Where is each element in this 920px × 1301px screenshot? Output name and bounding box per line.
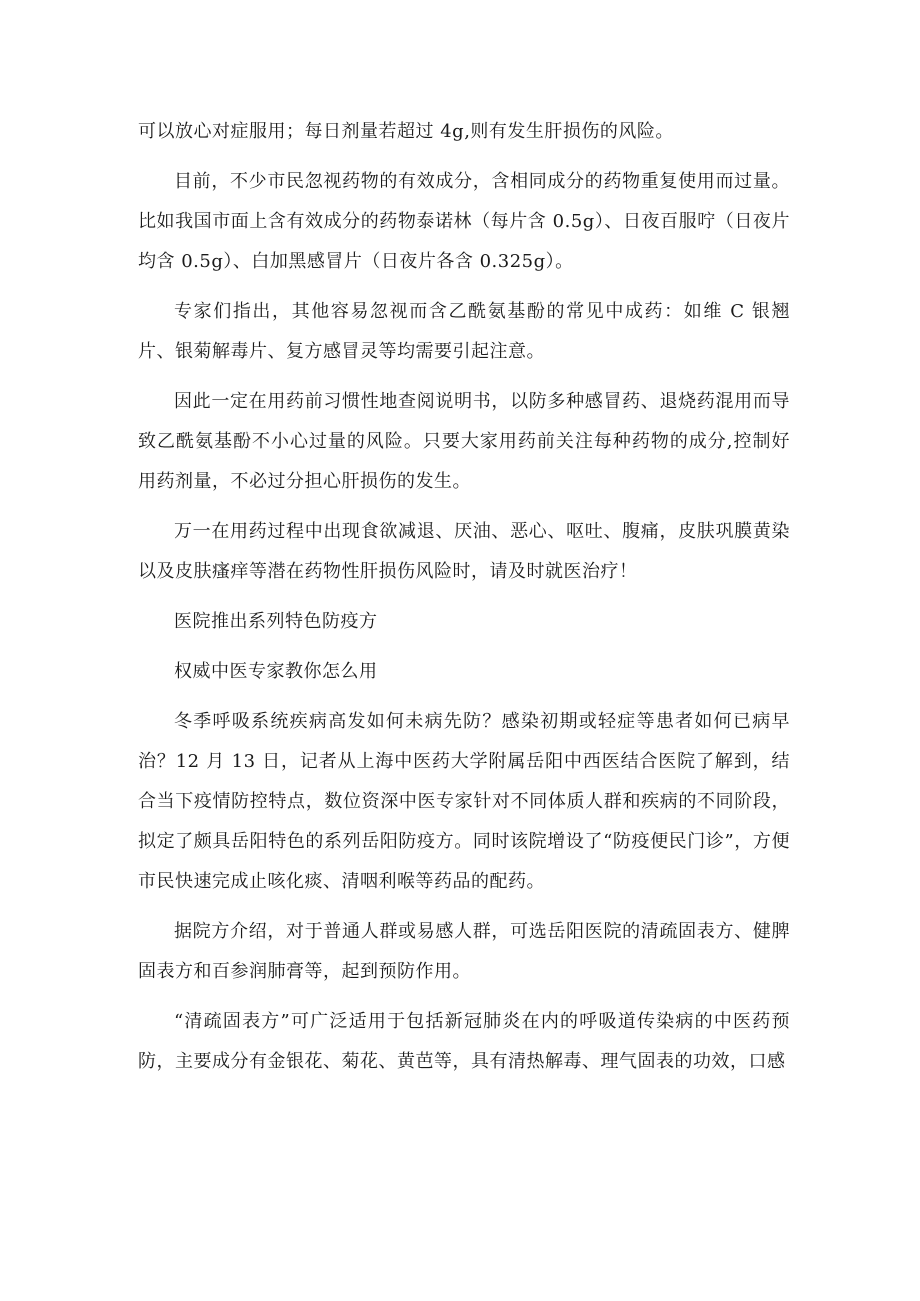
paragraph-7: 据院方介绍，对于普通人群或易感人群，可选岳阳医院的清疏固表方、健脾固表方和百参润肺膏等，起到预防作用。 bbox=[138, 921, 790, 982]
paragraph-8: “清疏固表方”可广泛适用于包括新冠肺炎在内的呼吸道传染病的中医药预防，主要成分有金银花、菊花、黄芭等，具有清热解毒、理气固表的功效，口感 bbox=[138, 1011, 790, 1072]
subheading-1: 医院推出系列特色防疫方 bbox=[174, 611, 378, 632]
paragraph-3: 专家们指出，其他容易忽视而含乙酰氨基酚的常见中成药：如维 C 银翘片、银菊解毒片、复方感冒灵等均需要引起注意。 bbox=[138, 301, 790, 362]
paragraph-5: 万一在用药过程中出现食欲减退、厌油、恶心、呕吐、腹痛，皮肤巩膜黄染以及皮肤瘙痒等潜在药物性肝损伤风险时，请及时就医治疗！ bbox=[138, 521, 790, 582]
paragraph-1: 可以放心对症服用；每日剂量若超过 4g,则有发生肝损伤的风险。 bbox=[138, 121, 674, 142]
paragraph-6: 冬季呼吸系统疾病高发如何未病先防？感染初期或轻症等患者如何已病早治？12 月 13 日，记者从上海中医药大学附属岳阳中西医结合医院了解到，结合当下疫情防控特点，数位资深中医专家针对不同体质人群和疾病的不同阶段，拟定了颇具岳阳特色的系列岳阳防疫方。同时该院增设了“防疫便民门诊”，方便市民快速完成止咳化痰、清咽利喉等药品的配药。 bbox=[138, 711, 790, 892]
paragraph-2: 目前，不少市民忽视药物的有效成分，含相同成分的药物重复使用而过量。比如我国市面上含有效成分的药物泰诺林（每片含 0.5g）、日夜百服咛（日夜片均含 0.5g）、白加黑感冒片（日夜片各含 0.325g）。 bbox=[138, 171, 790, 272]
paragraph-4: 因此一定在用药前习惯性地查阅说明书，以防多种感冒药、退烧药混用而导致乙酰氨基酚不小心过量的风险。只要大家用药前关注每种药物的成分,控制好用药剂量，不必过分担心肝损伤的发生。 bbox=[138, 391, 790, 492]
document-body bbox=[138, 112, 790, 1092]
subheading-2: 权威中医专家教你怎么用 bbox=[174, 661, 378, 682]
